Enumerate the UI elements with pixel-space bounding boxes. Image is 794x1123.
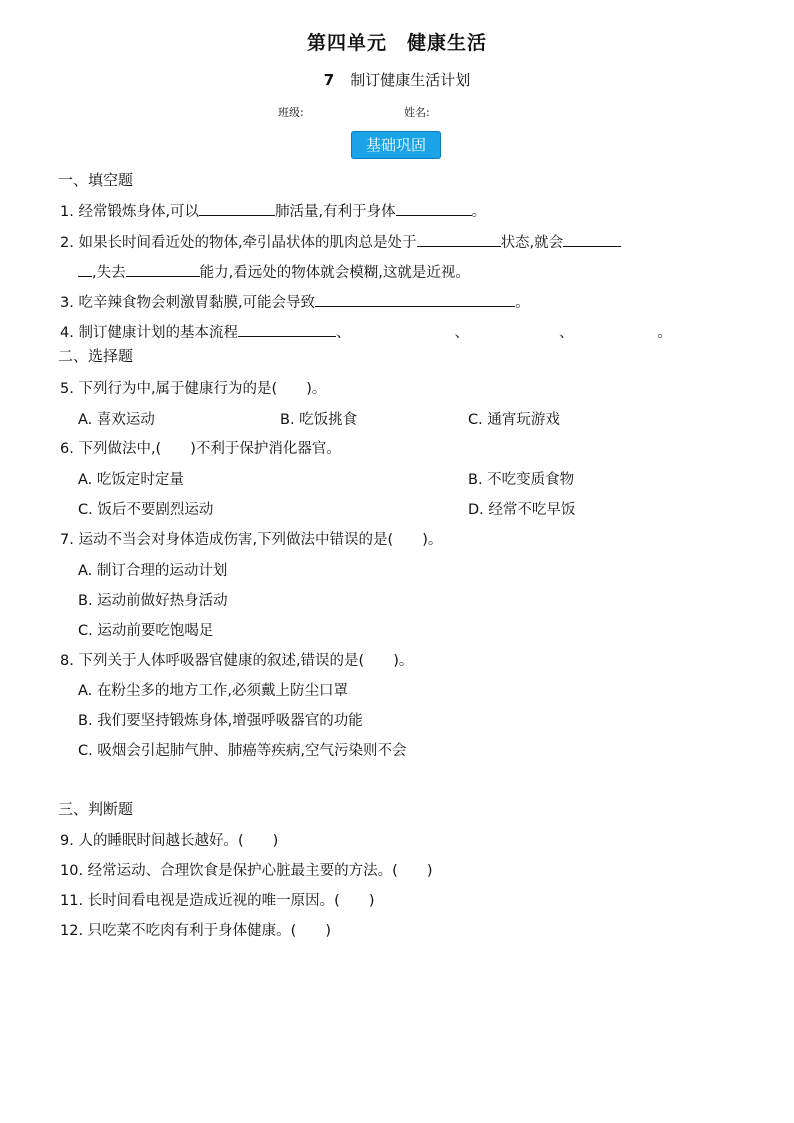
- question-8-option-b[interactable]: B. 我们要坚持锻炼身体,增强呼吸器官的功能: [78, 713, 363, 729]
- answer-blank[interactable]: [396, 201, 472, 216]
- question-8-option-c[interactable]: C. 吸烟会引起肺气肿、肺癌等疾病,空气污染则不会: [78, 743, 407, 759]
- question-9: 9. 人的睡眠时间越长越好。( ): [60, 833, 279, 849]
- lesson-title: 制订健康生活计划: [350, 71, 471, 89]
- question-1-part-a: 1. 经常锻炼身体,可以: [60, 204, 200, 220]
- answer-blank[interactable]: [78, 262, 92, 277]
- question-4-end: 。: [657, 325, 672, 341]
- question-2-line-2: [78, 261, 470, 282]
- question-7-option-c[interactable]: C. 运动前要吃饱喝足: [78, 623, 214, 639]
- question-2-line-1: [60, 231, 621, 252]
- lesson-number: 7: [323, 71, 335, 89]
- question-1: [60, 200, 486, 221]
- question-3-part-b: 。: [515, 295, 530, 311]
- question-2-part-d: 能力,看远处的物体就会模糊,这就是近视。: [199, 265, 470, 281]
- section-badge: 基础巩固: [351, 131, 441, 159]
- answer-blank[interactable]: [238, 322, 336, 337]
- question-7-stem: 7. 运动不当会对身体造成伤害,下列做法中错误的是( )。: [60, 532, 443, 548]
- answer-blank[interactable]: [315, 292, 515, 307]
- question-3-part-a: 3. 吃辛辣食物会刺激胃黏膜,可能会导致: [60, 295, 316, 311]
- question-4-sep: 、: [558, 325, 574, 341]
- question-6-option-c[interactable]: C. 饭后不要剧烈运动: [78, 502, 214, 518]
- question-12: 12. 只吃菜不吃肉有利于身体健康。( ): [60, 923, 331, 939]
- question-2-part-a: 2. 如果长时间看近处的物体,牵引晶状体的肌肉总是处于: [60, 235, 417, 251]
- question-8-stem: 8. 下列关于人体呼吸器官健康的叙述,错误的是( )。: [60, 653, 414, 669]
- question-7-option-a[interactable]: A. 制订合理的运动计划: [78, 563, 228, 579]
- question-1-part-b: 肺活量,有利于身体: [275, 204, 396, 220]
- question-7-option-b[interactable]: B. 运动前做好热身活动: [78, 593, 228, 609]
- question-4-sep: 、: [454, 325, 469, 341]
- question-5-option-c[interactable]: C. 通宵玩游戏: [468, 412, 560, 428]
- question-10: 10. 经常运动、合理饮食是保护心脏最主要的方法。( ): [60, 863, 433, 879]
- question-2-part-c: ,失去: [92, 265, 126, 281]
- section-heading-fill: 一、填空题: [58, 171, 134, 189]
- answer-blank[interactable]: [563, 232, 621, 247]
- page-title: 第四单元 健康生活: [306, 32, 487, 54]
- class-label: 班级:: [278, 106, 304, 119]
- question-6-option-d[interactable]: D. 经常不吃早饭: [468, 502, 576, 518]
- question-6-option-b[interactable]: B. 不吃变质食物: [468, 472, 575, 488]
- question-2-part-b: 状态,就会: [500, 235, 564, 251]
- question-5-option-a[interactable]: A. 喜欢运动: [78, 412, 155, 428]
- lesson-heading: [0, 69, 794, 90]
- question-11: 11. 长时间看电视是造成近视的唯一原因。( ): [60, 893, 375, 909]
- section-heading-judge: 三、判断题: [58, 800, 134, 818]
- answer-blank[interactable]: [417, 232, 501, 247]
- question-4-sep: 、: [335, 325, 351, 341]
- question-4-part-a: 4. 制订健康计划的基本流程: [60, 325, 238, 341]
- question-5-option-b[interactable]: B. 吃饭挑食: [280, 412, 358, 428]
- section-heading-choice: 二、选择题: [58, 347, 134, 365]
- question-6-stem: 6. 下列做法中,( )不利于保护消化器官。: [60, 441, 341, 457]
- question-6-option-a[interactable]: A. 吃饭定时定量: [78, 472, 184, 488]
- name-label: 姓名:: [404, 106, 430, 119]
- answer-blank[interactable]: [199, 201, 275, 216]
- answer-blank[interactable]: [126, 262, 200, 277]
- question-8-option-a[interactable]: A. 在粉尘多的地方工作,必须戴上防尘口罩: [78, 683, 348, 699]
- question-3: [60, 291, 530, 312]
- question-4: [60, 321, 672, 342]
- question-5-stem: 5. 下列行为中,属于健康行为的是( )。: [60, 381, 327, 397]
- question-1-part-c: 。: [471, 204, 487, 220]
